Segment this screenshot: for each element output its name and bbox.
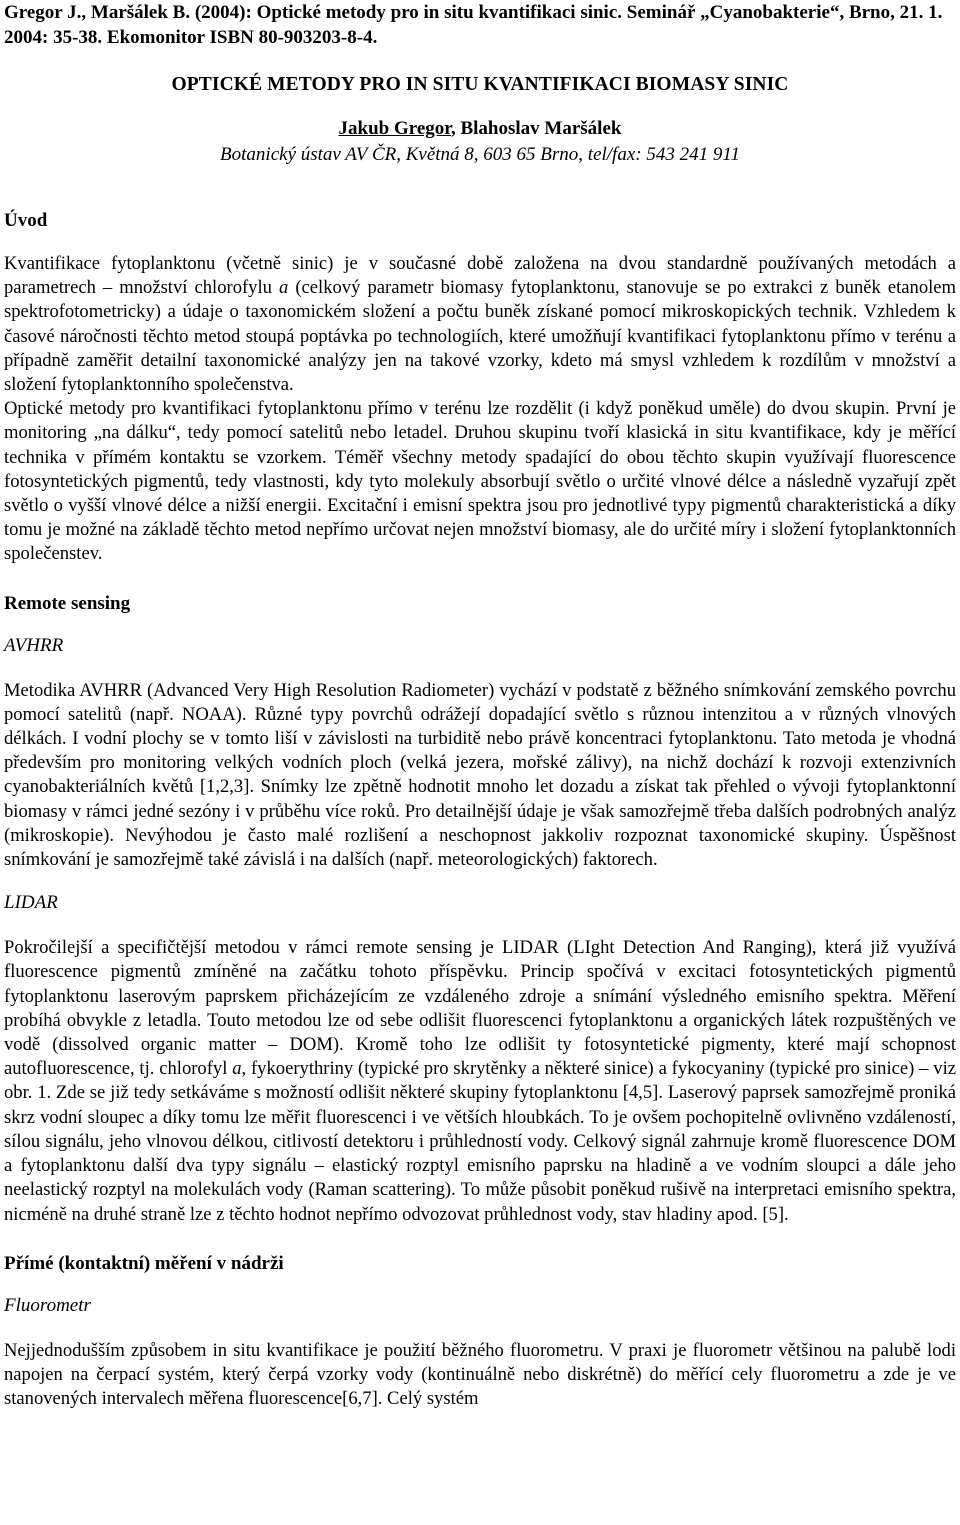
section-heading-uvod: Úvod <box>4 210 48 231</box>
uvod-paragraph-2: Optické metody pro kvantifikaci fytoplanktonu přímo v terénu lze rozdělit (i když poněkud uměle) do dvou skupin. První je monitoring „na dálku“, tedy pomocí satelitů nebo letadel. Druhou skupinu tvoří klasická in situ kvantifikace, kdy je měřící technika v přímém kontaktu se vzorkem. Téměř všechny metody spadající do obou těchto skupin využívají fluorescence fotosyntetických pigmentů, tedy vlastnosti, kdy tyto molekuly absorbují světlo o určité vlnové délce a následně vyzařují zpět světlo o vyšší vlnové délce a nižší energii. Excitační i emisní spektra jsou pro jednotlivé typy pigmentů charakteristická a díky tomu je možné na základě těchto metod nepřímo určovat nejen množství biomasy, ale do určité míry i složení fytoplanktonních společenstev. <box>4 398 956 565</box>
fluorometr-paragraph: Nejjednodušším způsobem in situ kvantifikace je použití běžného fluorometru. V praxi je fluorometr většinou na palubě lodi napojen na čerpací systém, který čerpá vzorky vody (kontinuálně nebo diskrétně) do měřící cely fluorometru a zde je ve stanovených intervalech měřena fluorescence[6,7]. Celý systém <box>4 1339 956 1410</box>
subheading-lidar: LIDAR <box>4 892 58 914</box>
lidar-paragraph <box>4 936 956 1226</box>
section-heading-direct: Přímé (kontaktní) měření v nádrži <box>4 1252 284 1274</box>
lidar-text-b: , fykoerythriny (typické pro skrytěnky a některé sinice) a fykocyaniny (typické pro sinice) – viz obr. 1. Zde se již tedy setkáváme s možností odlišit některé skupiny fytoplanktonu [4,5]. Laserový paprsek samozřejmě proniká skrz vodní sloupec a díky tomu lze měřit fluorescenci i ve větších hloubkách. To je ovšem pochopitelně ovlivněno vzdáleností, sílou signálu, jeho vlnovou délkou, citlivostí detektoru i průhledností vody. Celkový signál zahrnuje kromě fluorescence DOM a fytoplanktonu další dva typy signálu – elastický rozptyl emisního paprsku na hladině a ve vodním sloupci a dále jeho neelastický rozptyl na molekulách vody (Raman scattering). To může působit poněkud rušivě na interpretaci emisního spektra, nicméně na druhé straně lze z těchto hodnot nepřímo odvozovat průhlednost vody, stav hladiny apod. [5]. <box>4 1058 956 1225</box>
lidar-italic: a <box>232 1058 242 1080</box>
affiliation: Botanický ústav AV ČR, Květná 8, 603 65 Brno, tel/fax: 543 241 911 <box>220 144 740 165</box>
other-authors: , Blahoslav Maršálek <box>450 118 622 139</box>
uvod-p1-italic: a <box>279 277 289 299</box>
authors <box>4 118 956 140</box>
lidar-text-a: Pokročilejší a specifičtější metodou v rámci remote sensing je LIDAR (LIght Detection And Ranging), která již využívá fluorescence pigmentů zmíněné na začátku tohoto příspěvku. Princip spočívá v excitaci fotosyntetických pigmentů fytoplanktonu laserovým paprskem přicházejícím ze vzdáleného zdroje a snímání výsledného emisního spektra. Měření probíhá obvykle z letadla. Touto metodou lze od sebe odlišit fluorescenci fytoplanktonu a organických látek rozpuštěných ve vodě (dissolved organic matter – DOM). Kromě toho lze odlišit ty fotosyntetické pigmenty, které mají schopnost autofluorescence, tj. chlorofyl <box>4 937 956 1080</box>
subheading-avhrr: AVHRR <box>4 634 64 656</box>
first-author: Jakub Gregor <box>338 118 451 139</box>
citation: Gregor J., Maršálek B. (2004): Optické metody pro in situ kvantifikaci sinic. Seminář „Cyanobakterie“, Brno, 21. 1. 2004: 35-38. Ekomonitor ISBN 80-903203-8-4. <box>4 2 943 48</box>
paper-title: OPTICKÉ METODY PRO IN SITU KVANTIFIKACI BIOMASY SINIC <box>171 74 789 95</box>
section-heading-remote-sensing: Remote sensing <box>4 592 131 614</box>
uvod-paragraph-1 <box>4 252 956 397</box>
avhrr-paragraph: Metodika AVHRR (Advanced Very High Resolution Radiometer) vychází v podstatě z běžného snímkování zemského povrchu pomocí satelitů (např. NOAA). Různé typy povrchů odrážejí dopadající světlo s různou intenzitou a v různých vlnových délkách. I vodní plochy se v tomto liší v závislosti na turbiditě nebo právě koncentraci fytoplanktonu. Tato metoda je vhodná především pro monitoring velkých vodních ploch (velká jezera, mořské zálivy), na nichž dochází k rozvoji extenzivních cyanobakteriálních květů [1,2,3]. Snímky lze zpětně hodnotit mnoho let dozadu a získat tak přehled o vývoji fytoplanktonní biomasy v rámci jedné sezóny i v průběhu více roků. Pro detailnější údaje je však samozřejmě třeba dalších podrobných analýz (mikroskopie). Nevýhodou je často malé rozlišení a neschopnost jakkoliv rozpoznat taxonomické skupiny. Úspěšnost snímkování je samozřejmě také závislá i na dalších (např. meteorologických) faktorech. <box>4 679 956 871</box>
uvod-p1-text-b: (celkový parametr biomasy fytoplanktonu, stanovuje se po extrakci z buněk etanolem spektrofotometricky) a údaje o taxonomickém složení a počtu buněk získané pomocí mikroskopických technik. Vzhledem k časové náročnosti těchto metod stoupá poptávka po technologiích, které umožňují kvantifikaci fytoplanktonu přímo v terénu a případně zaměřit detailní taxonomické analýzy jen na takové vzorky, kdeto má smysl vzhledem k rozdílům v množství a složení fytoplanktonního společenstva. <box>4 277 956 396</box>
uvod-p1-text-a: Kvantifikace fytoplanktonu (včetně sinic) je v současné době založena na dvou standardně používaných metodách a parametrech – množství chlorofylu <box>4 253 956 299</box>
subheading-fluorometr: Fluorometr <box>4 1294 91 1316</box>
